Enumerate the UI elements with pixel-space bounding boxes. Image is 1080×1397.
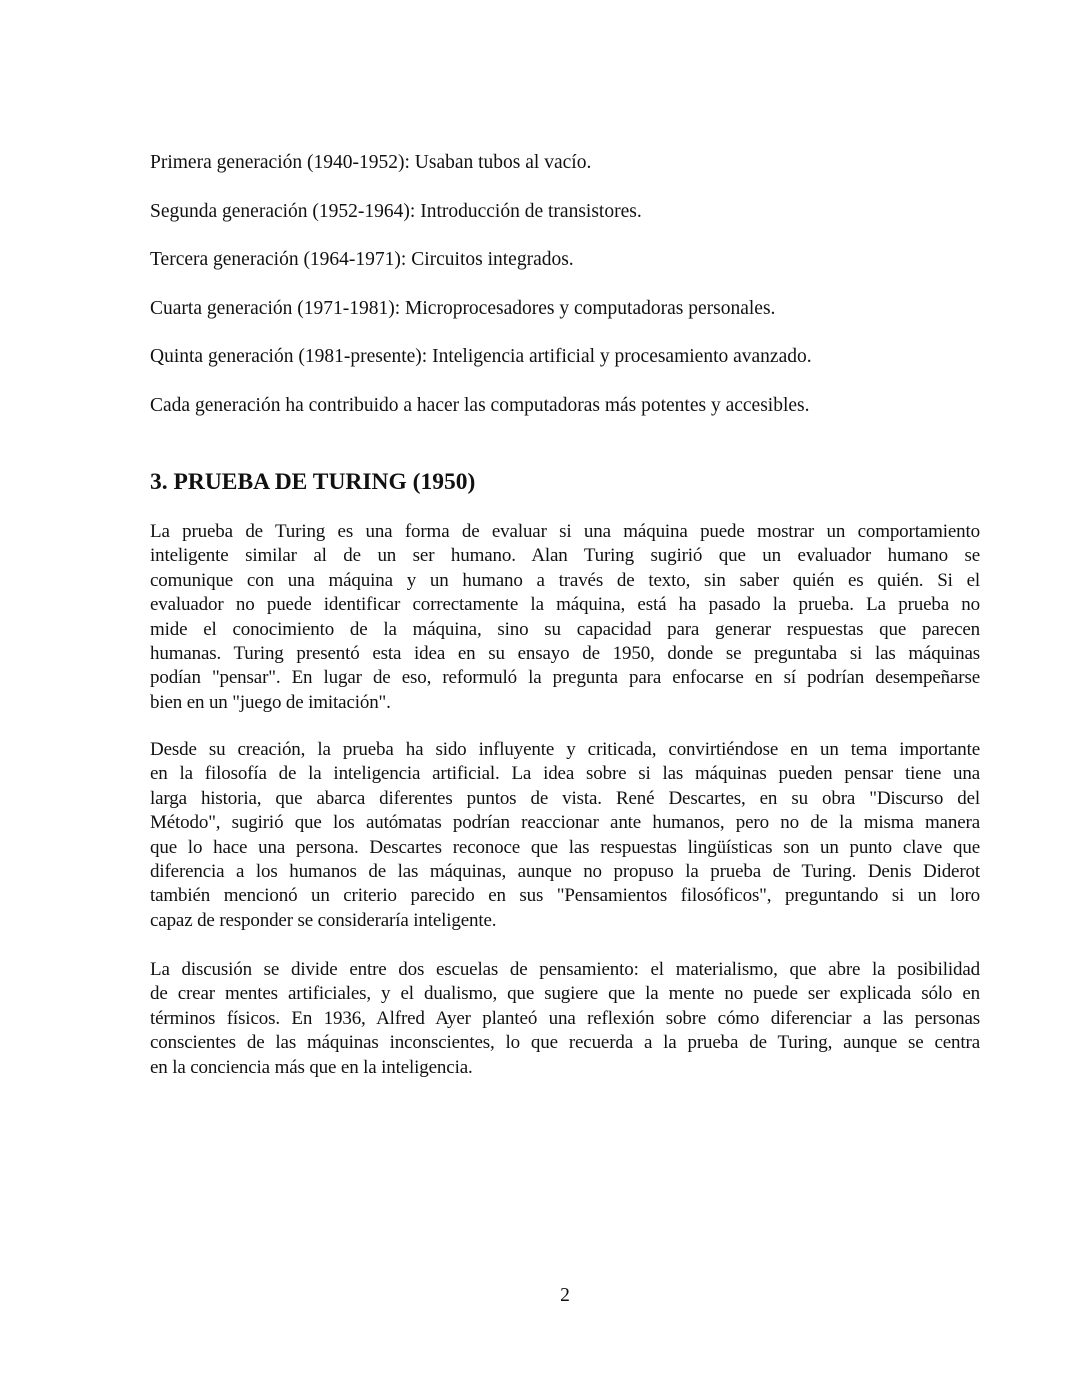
page-number: 2 [560,1285,570,1306]
text-line: conscientes de las máquinas inconscientes, lo que recuerda a la prueba de Turing, aunque se centra [150,1032,980,1054]
text-line: que lo hace una persona. Descartes reconoce que las respuestas lingüísticas son un punto clave que [150,836,980,858]
paragraph [150,520,980,715]
text-line: mide el conocimiento de la máquina, sino su capacidad para generar respuestas que parecen [150,618,980,640]
section-heading: 3. PRUEBA DE TURING (1950) [150,469,476,495]
text-line: en la conciencia más que en la inteligencia. [150,1056,473,1078]
text-line: comunique con una máquina y un humano a través de texto, sin saber quién es quién. Si el [150,569,980,591]
text-line: también mencionó un criterio parecido en sus "Pensamientos filosóficos", preguntando si un loro [150,885,980,907]
summary-text: Cada generación ha contribuido a hacer las computadoras más potentes y accesibles. [150,395,810,416]
paragraph [150,738,980,933]
text-line: bien en un "juego de imitación". [150,691,391,713]
paragraph [150,958,980,1080]
list-item: Quinta generación (1981-presente): Inteligencia artificial y procesamiento avanzado. [150,346,812,367]
list-item: Primera generación (1940-1952): Usaban tubos al vacío. [150,152,592,173]
text-line: Método", sugirió que los autómatas podrían reaccionar ante humanos, pero no de la misma manera [150,812,980,834]
text-line: La prueba de Turing es una forma de evaluar si una máquina puede mostrar un comportamiento [150,521,980,542]
text-line: inteligente similar al de un ser humano. Alan Turing sugirió que un evaluador humano se [150,545,980,567]
text-line: La discusión se divide entre dos escuelas de pensamiento: el materialismo, que abre la posibilidad [150,959,980,980]
text-line: evaluador no puede identificar correctamente la máquina, está ha pasado la prueba. La prueba no [150,594,980,616]
text-line: capaz de responder se consideraría inteligente. [150,909,497,931]
text-line: de crear mentes artificiales, y el dualismo, que sugiere que la mente no puede ser explicada sólo en [150,983,980,1005]
text-line: podían "pensar". En lugar de eso, reformuló la pregunta para enfocarse en sí podrían desempeñarse [150,667,980,689]
text-line: en la filosofía de la inteligencia artificial. La idea sobre si las máquinas pueden pensar tiene una [150,763,980,785]
list-item: Segunda generación (1952-1964): Introducción de transistores. [150,201,642,222]
list-item: Tercera generación (1964-1971): Circuitos integrados. [150,249,574,270]
text-line: Desde su creación, la prueba ha sido influyente y criticada, convirtiéndose en un tema importante [150,739,980,760]
list-item: Cuarta generación (1971-1981): Microprocesadores y computadoras personales. [150,298,776,319]
text-line: términos físicos. En 1936, Alfred Ayer planteó una reflexión sobre cómo diferenciar a las personas [150,1007,980,1029]
text-line: humanas. Turing presentó esta idea en su ensayo de 1950, donde se preguntaba si las máquinas [150,643,980,665]
text-line: larga historia, que abarca diferentes puntos de vista. René Descartes, en su obra "Discurso del [150,787,980,809]
text-line: diferencia a los humanos de las máquinas, aunque no propuso la prueba de Turing. Denis Diderot [150,861,980,883]
